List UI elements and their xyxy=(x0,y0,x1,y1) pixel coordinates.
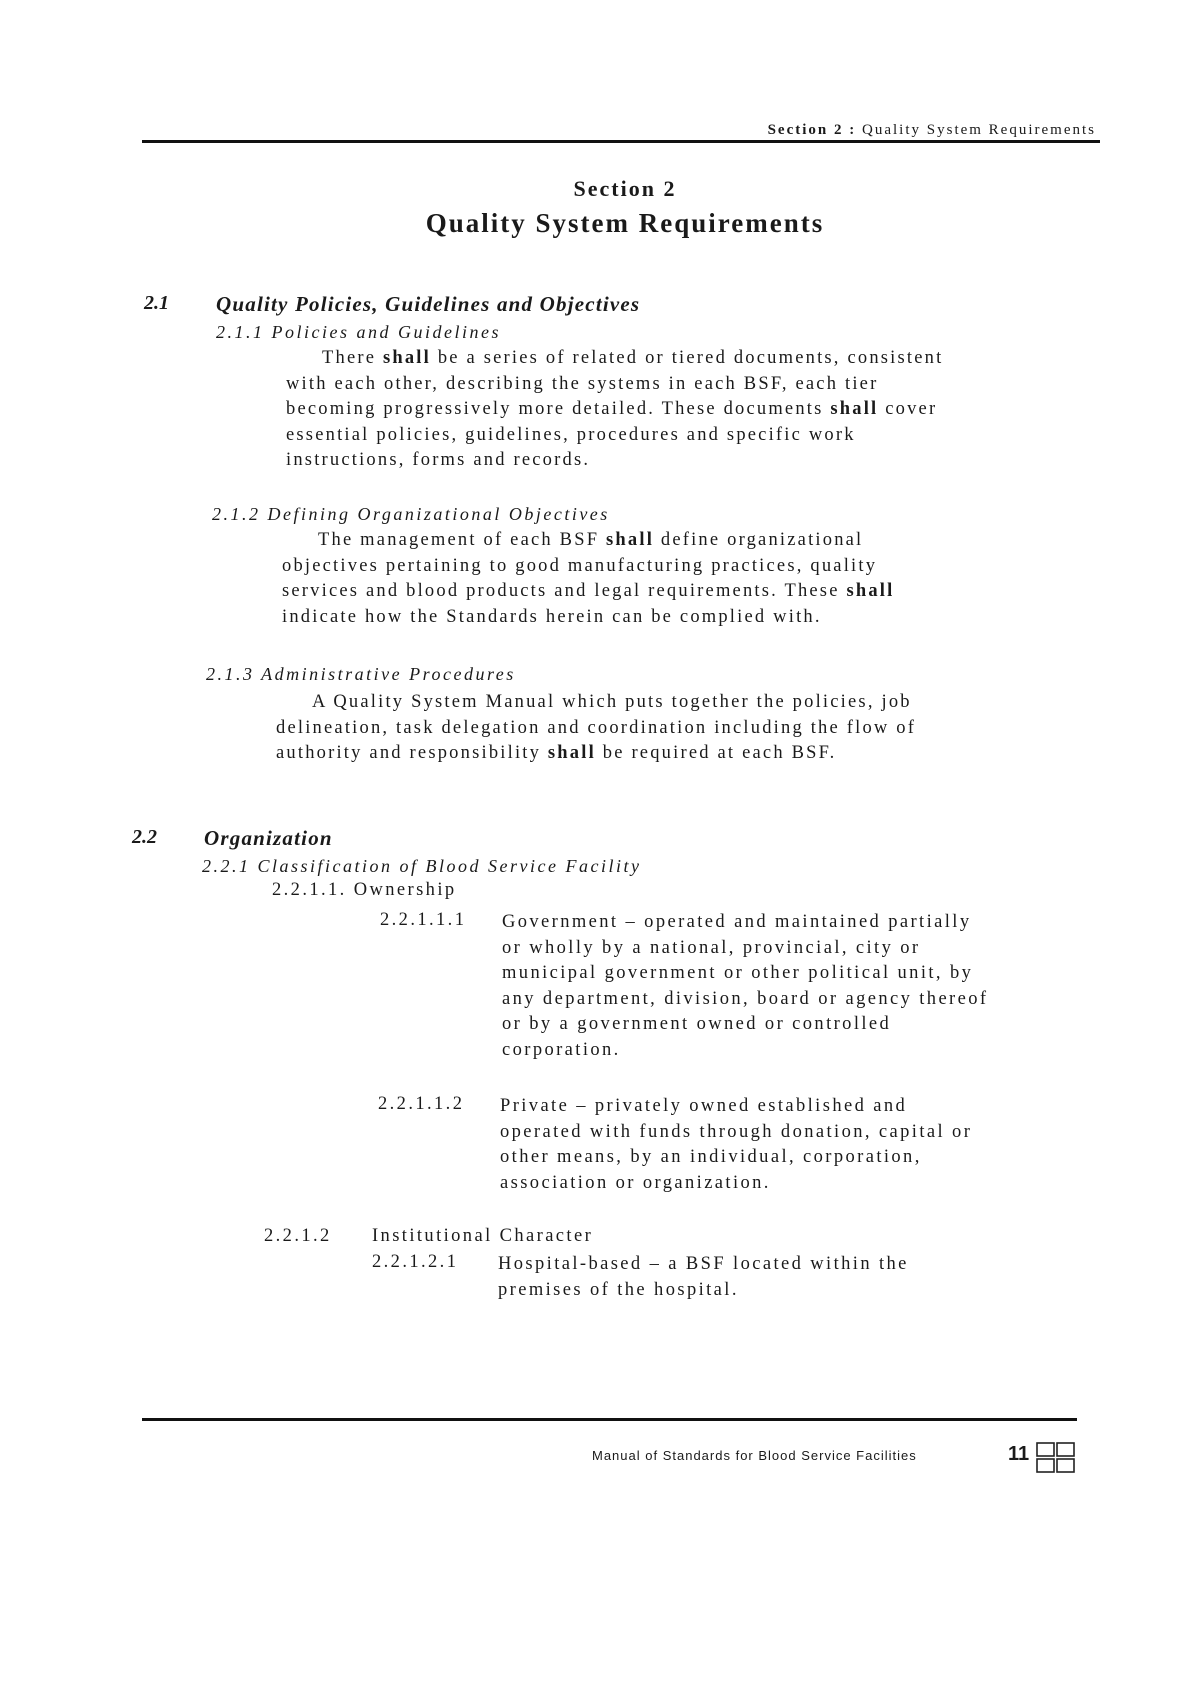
running-head-title: Quality System Requirements xyxy=(862,122,1096,138)
government-number: 2.2.1.1.1 xyxy=(380,910,467,930)
section-2-2-1-heading: 2.2.1 Classification of Blood Service Facility xyxy=(202,856,642,876)
paragraph-line: becoming progressively more detailed. These documents shall cover xyxy=(286,399,938,419)
paragraph-line: delineation, task delegation and coordination including the flow of xyxy=(276,717,917,738)
definition-line: other means, by an individual, corporation, xyxy=(500,1147,922,1167)
paragraph-line: authority and responsibility shall be required at each BSF. xyxy=(276,743,837,763)
definition-line: corporation. xyxy=(502,1039,621,1060)
definition-line: municipal government or other political unit, by xyxy=(502,963,974,983)
definition-line: or wholly by a national, provincial, city or xyxy=(502,937,921,958)
paragraph-line: objectives pertaining to good manufacturing practices, quality xyxy=(282,555,878,576)
paragraph-line: essential policies, guidelines, procedures and specific work xyxy=(286,424,856,445)
section-2-1-heading: Quality Policies, Guidelines and Objectives xyxy=(216,292,641,316)
private-number: 2.2.1.1.2 xyxy=(378,1094,465,1114)
section-subtitle: Quality System Requirements xyxy=(425,208,825,238)
paragraph-line: There shall be a series of related or tiered documents, consistent xyxy=(322,348,944,368)
footer-rule xyxy=(142,1418,1077,1421)
grid-logo-icon xyxy=(1036,1442,1076,1474)
footer-title: Manual of Standards for Blood Service Facilities xyxy=(592,1448,917,1463)
section-2-2-number: 2.2 xyxy=(132,826,157,848)
government-definition xyxy=(502,910,1080,1063)
institutional-number: 2.2.1.2 xyxy=(264,1226,332,1246)
section-2-1-number: 2.1 xyxy=(144,292,169,314)
private-definition xyxy=(500,1094,1078,1196)
section-2-2-heading: Organization xyxy=(204,826,333,850)
section-2-1-3-paragraph xyxy=(276,690,1084,767)
definition-line: premises of the hospital. xyxy=(498,1279,739,1300)
definition-line: Government – operated and maintained partially xyxy=(502,912,972,932)
definition-line: association or organization. xyxy=(500,1172,771,1193)
definition-line: any department, division, board or agency thereof xyxy=(502,988,989,1009)
section-2-1-2-paragraph xyxy=(282,528,1088,630)
definition-line: operated with funds through donation, capital or xyxy=(500,1121,973,1142)
section-2-1-2-heading: 2.1.2 Defining Organizational Objectives xyxy=(212,504,610,524)
paragraph-line: with each other, describing the systems in each BSF, each tier xyxy=(286,373,879,394)
running-head xyxy=(768,122,1096,139)
page-number: 11 xyxy=(1008,1443,1030,1465)
paragraph-line: The management of each BSF shall define organizational xyxy=(318,530,864,550)
definition-line: or by a government owned or controlled xyxy=(502,1014,892,1034)
header-rule xyxy=(142,140,1100,143)
section-2-1-1-paragraph xyxy=(286,346,1090,474)
hospital-based-definition xyxy=(498,1252,1076,1303)
paragraph-line: services and blood products and legal requirements. These shall xyxy=(282,581,895,601)
definition-line: Private – privately owned established and xyxy=(500,1096,908,1116)
section-2-1-3-heading: 2.1.3 Administrative Procedures xyxy=(206,664,516,684)
section-2-1-1-heading: 2.1.1 Policies and Guidelines xyxy=(216,322,501,342)
ownership-heading: 2.2.1.1. Ownership xyxy=(272,880,457,900)
paragraph-line: indicate how the Standards herein can be complied with. xyxy=(282,606,822,627)
institutional-heading: Institutional Character xyxy=(372,1226,594,1246)
section-title: Section 2 xyxy=(573,176,677,201)
definition-line: Hospital-based – a BSF located within the xyxy=(498,1254,909,1274)
paragraph-line: instructions, forms and records. xyxy=(286,450,591,470)
paragraph-line: A Quality System Manual which puts together the policies, job xyxy=(312,692,912,712)
hospital-based-number: 2.2.1.2.1 xyxy=(372,1252,459,1272)
running-head-section: Section 2 : xyxy=(767,122,857,138)
